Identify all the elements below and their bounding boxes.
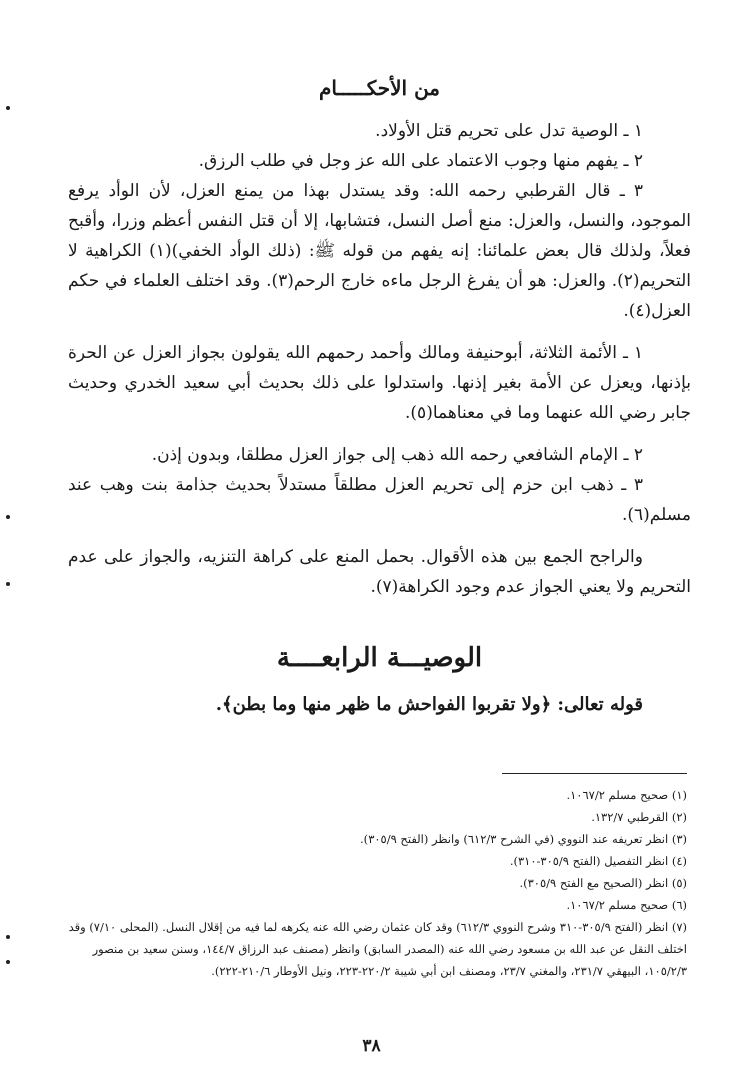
ruling-3: ٣ ـ قال القرطبي رحمه الله: وقد يستدل بهذا من يمنع العزل، لأن الوأد يرفع الموجود، والنسل، والعزل: منع أصل النسل، فتشابها، إلا أن قتل النفس أعظم وزرا، وأقبح فعلاً، ولذلك قال بعض علمائنا: إنه يفهم من قوله ﷺ: (ذلك الوأد الخفي)(١) الكراهية لا التحريم(٢). والعزل: هو أن يفرغ الرجل ماءه خارج الرحم(٣). وقد اختلف العلماء في حكم العزل(٤). — [68, 181, 691, 321]
margin-mark — [6, 935, 10, 939]
page-number: ٣٨ — [362, 1036, 381, 1056]
opinion-2: ٢ ـ الإمام الشافعي رحمه الله ذهب إلى جواز العزل مطلقا، وبدون إذن. — [151, 445, 643, 465]
footnote-divider — [502, 773, 687, 774]
footnote-1: (١) صحيح مسلم ١٠٦٧/٢. — [566, 788, 687, 802]
footnote-7: (٧) انظر (الفتح ٣٠٥/٩-٣١٠ وشرح النووي ٦١٢/٣) وقد كان عثمان رضي الله عنه يكرهه لما فيه من إقلال النسل. (المحلى ٧/١٠) وقد اختلف النقل عن عبد الله بن مسعود رضي الله عنه (المصدر السابق) وانظر (مصنف عبد الرزاق ١٤٤/٧، وسنن سعيد بن منصور ١٠٥/٢/٣، البيهقي ٢٣١/٧، والمغني ٢٣/٧، ومصنف ابن أبي شيبة ٢٢٠/٢-٢٢٣، ونيل الأوطار ٢١٠/٦-٢٢٢). — [68, 920, 687, 978]
opinion-3: ٣ ـ ذهب ابن حزم إلى تحريم العزل مطلقاً مستدلاً بحديث جذامة بنت وهب عند مسلم(٦). — [68, 475, 691, 525]
margin-mark — [6, 106, 10, 110]
footnote-6: (٦) صحيح مسلم ١٠٦٧/٢. — [566, 898, 687, 912]
opinion-1: ١ ـ الأئمة الثلاثة، أبوحنيفة ومالك وأحمد رحمهم الله يقولون بجواز العزل عن الحرة بإذنها، ويعزل عن الأمة بغير إذنها. واستدلوا على ذلك بحديث أبي سعيد الخدري وحديث جابر رضي الله عنهما وما في معناهما(٥). — [68, 343, 691, 423]
margin-mark — [6, 515, 10, 519]
ruling-1: ١ ـ الوصية تدل على تحريم قتل الأولاد. — [375, 121, 643, 141]
chapter-title: الوصيـــة الرابعــــة — [276, 643, 483, 673]
footnote-4: (٤) انظر التفصيل (الفتح ٣٠٥/٩-٣١٠). — [509, 854, 687, 868]
footnote-3: (٣) انظر تعريفه عند النووي (في الشرح ٦١٢/٣) وانظر (الفتح ٣٠٥/٩). — [360, 832, 687, 846]
quran-verse: قوله تعالى: ﴿ولا تقربوا الفواحش ما ظهر منها وما بطن﴾. — [215, 694, 643, 715]
footnotes — [68, 784, 687, 982]
footnote-5: (٥) انظر (الصحيح مع الفتح ٣٠٥/٩). — [519, 876, 687, 890]
conclusion-paragraph: والراجح الجمع بين هذه الأقوال. بحمل المنع على كراهة التنزيه، والجواز على عدم التحريم ولا يعني الجواز عدم وجود الكراهة(٧). — [68, 547, 691, 597]
section-heading: من الأحكـــــام — [318, 76, 441, 100]
margin-mark — [6, 960, 10, 964]
main-text — [68, 116, 691, 602]
ruling-2: ٢ ـ يفهم منها وجوب الاعتماد على الله عز وجل في طلب الرزق. — [198, 151, 643, 171]
margin-mark — [6, 582, 10, 586]
footnote-2: (٢) القرطبي ١٣٢/٧. — [591, 810, 687, 824]
